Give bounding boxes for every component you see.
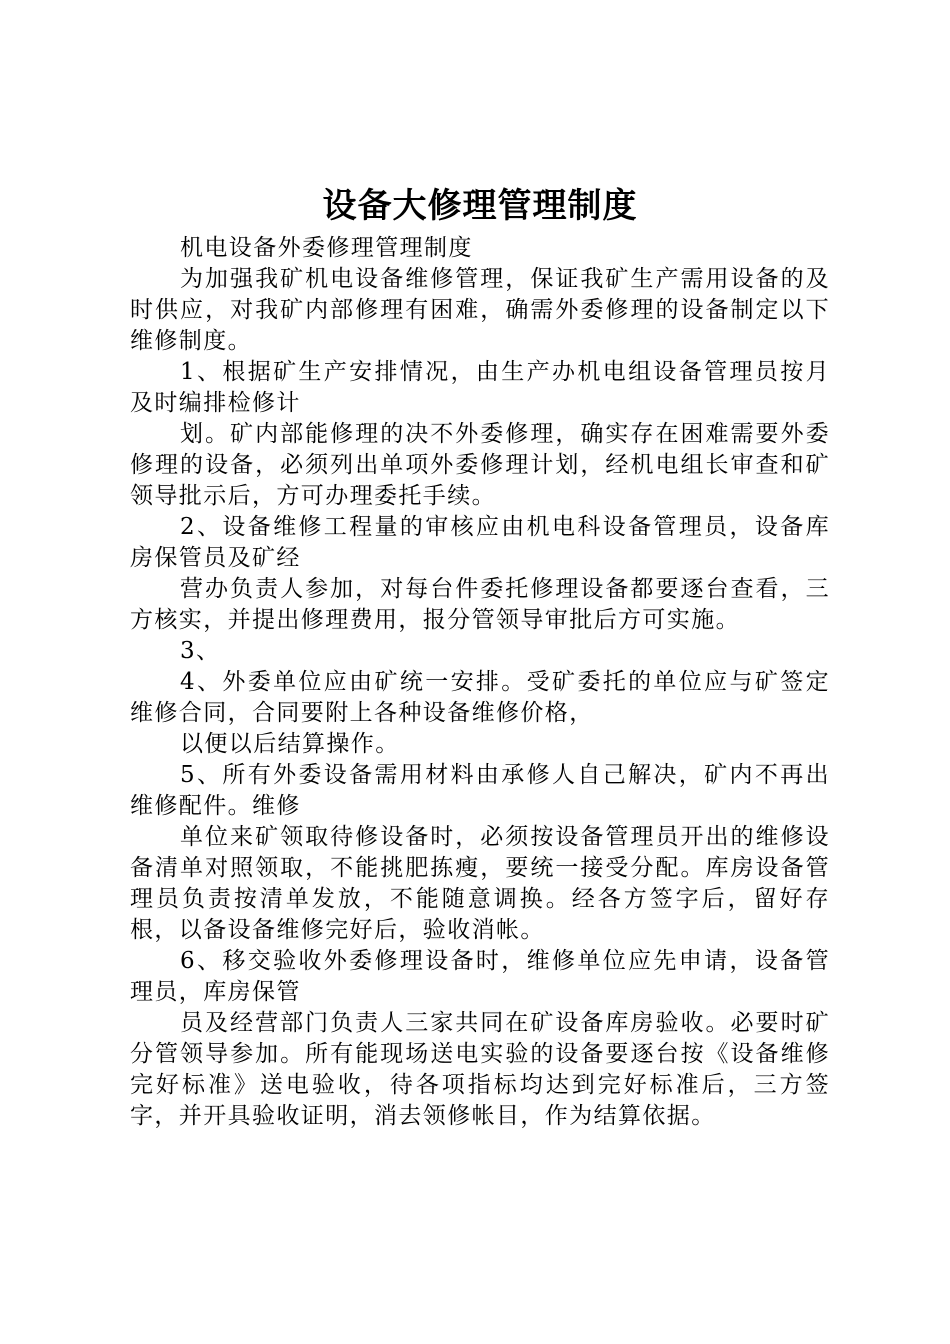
paragraph-intro: 为加强我矿机电设备维修管理，保证我矿生产需用设备的及时供应，对我矿内部修理有困难，确需外委修理的设备制定以下维修制度。 xyxy=(130,266,830,354)
paragraph-item-6-cont: 员及经营部门负责人三家共同在矿设备库房验收。必要时矿分管领导参加。所有能现场送电实验的设备要逐台按《设备维修完好标准》送电验收，待各项指标均达到完好标准后，三方签字，并开具验收证明，消去领修帐目，作为结算依据。 xyxy=(130,1010,830,1129)
paragraph-item-4: 4、外委单位应由矿统一安排。受矿委托的单位应与矿签定维修合同，合同要附上各种设备维修价格， xyxy=(130,669,830,726)
paragraph-item-3: 3、 xyxy=(180,638,221,664)
paragraph-item-5-cont: 单位来矿领取待修设备时，必须按设备管理员开出的维修设备清单对照领取，不能挑肥拣瘦，要统一接受分配。库房设备管理员负责按清单发放，不能随意调换。经各方签字后，留好存根，以备设备维修完好后，验收消帐。 xyxy=(130,824,830,943)
paragraph-item-1-cont: 划。矿内部能修理的决不外委修理，确实存在困难需要外委修理的设备，必须列出单项外委修理计划，经机电组长审查和矿领导批示后，方可办理委托手续。 xyxy=(130,421,830,509)
paragraph-item-2-cont: 营办负责人参加，对每台件委托修理设备都要逐台查看，三方核实，并提出修理费用，报分管领导审批后方可实施。 xyxy=(130,576,830,633)
document-title: 设备大修理管理制度 xyxy=(322,186,638,226)
paragraph-item-2: 2、设备维修工程量的审核应由机电科设备管理员，设备库房保管员及矿经 xyxy=(130,514,830,571)
paragraph-subtitle: 机电设备外委修理管理制度 xyxy=(180,235,473,261)
paragraph-item-4-cont: 以便以后结算操作。 xyxy=(180,731,400,757)
paragraph-item-6: 6、移交验收外委修理设备时，维修单位应先申请，设备管理员，库房保管 xyxy=(130,948,830,1005)
document-body xyxy=(130,233,830,1132)
paragraph-item-5: 5、所有外委设备需用材料由承修人自己解决，矿内不再出维修配件。维修 xyxy=(130,762,830,819)
paragraph-item-1: 1、根据矿生产安排情况，由生产办机电组设备管理员按月及时编排检修计 xyxy=(130,359,830,416)
